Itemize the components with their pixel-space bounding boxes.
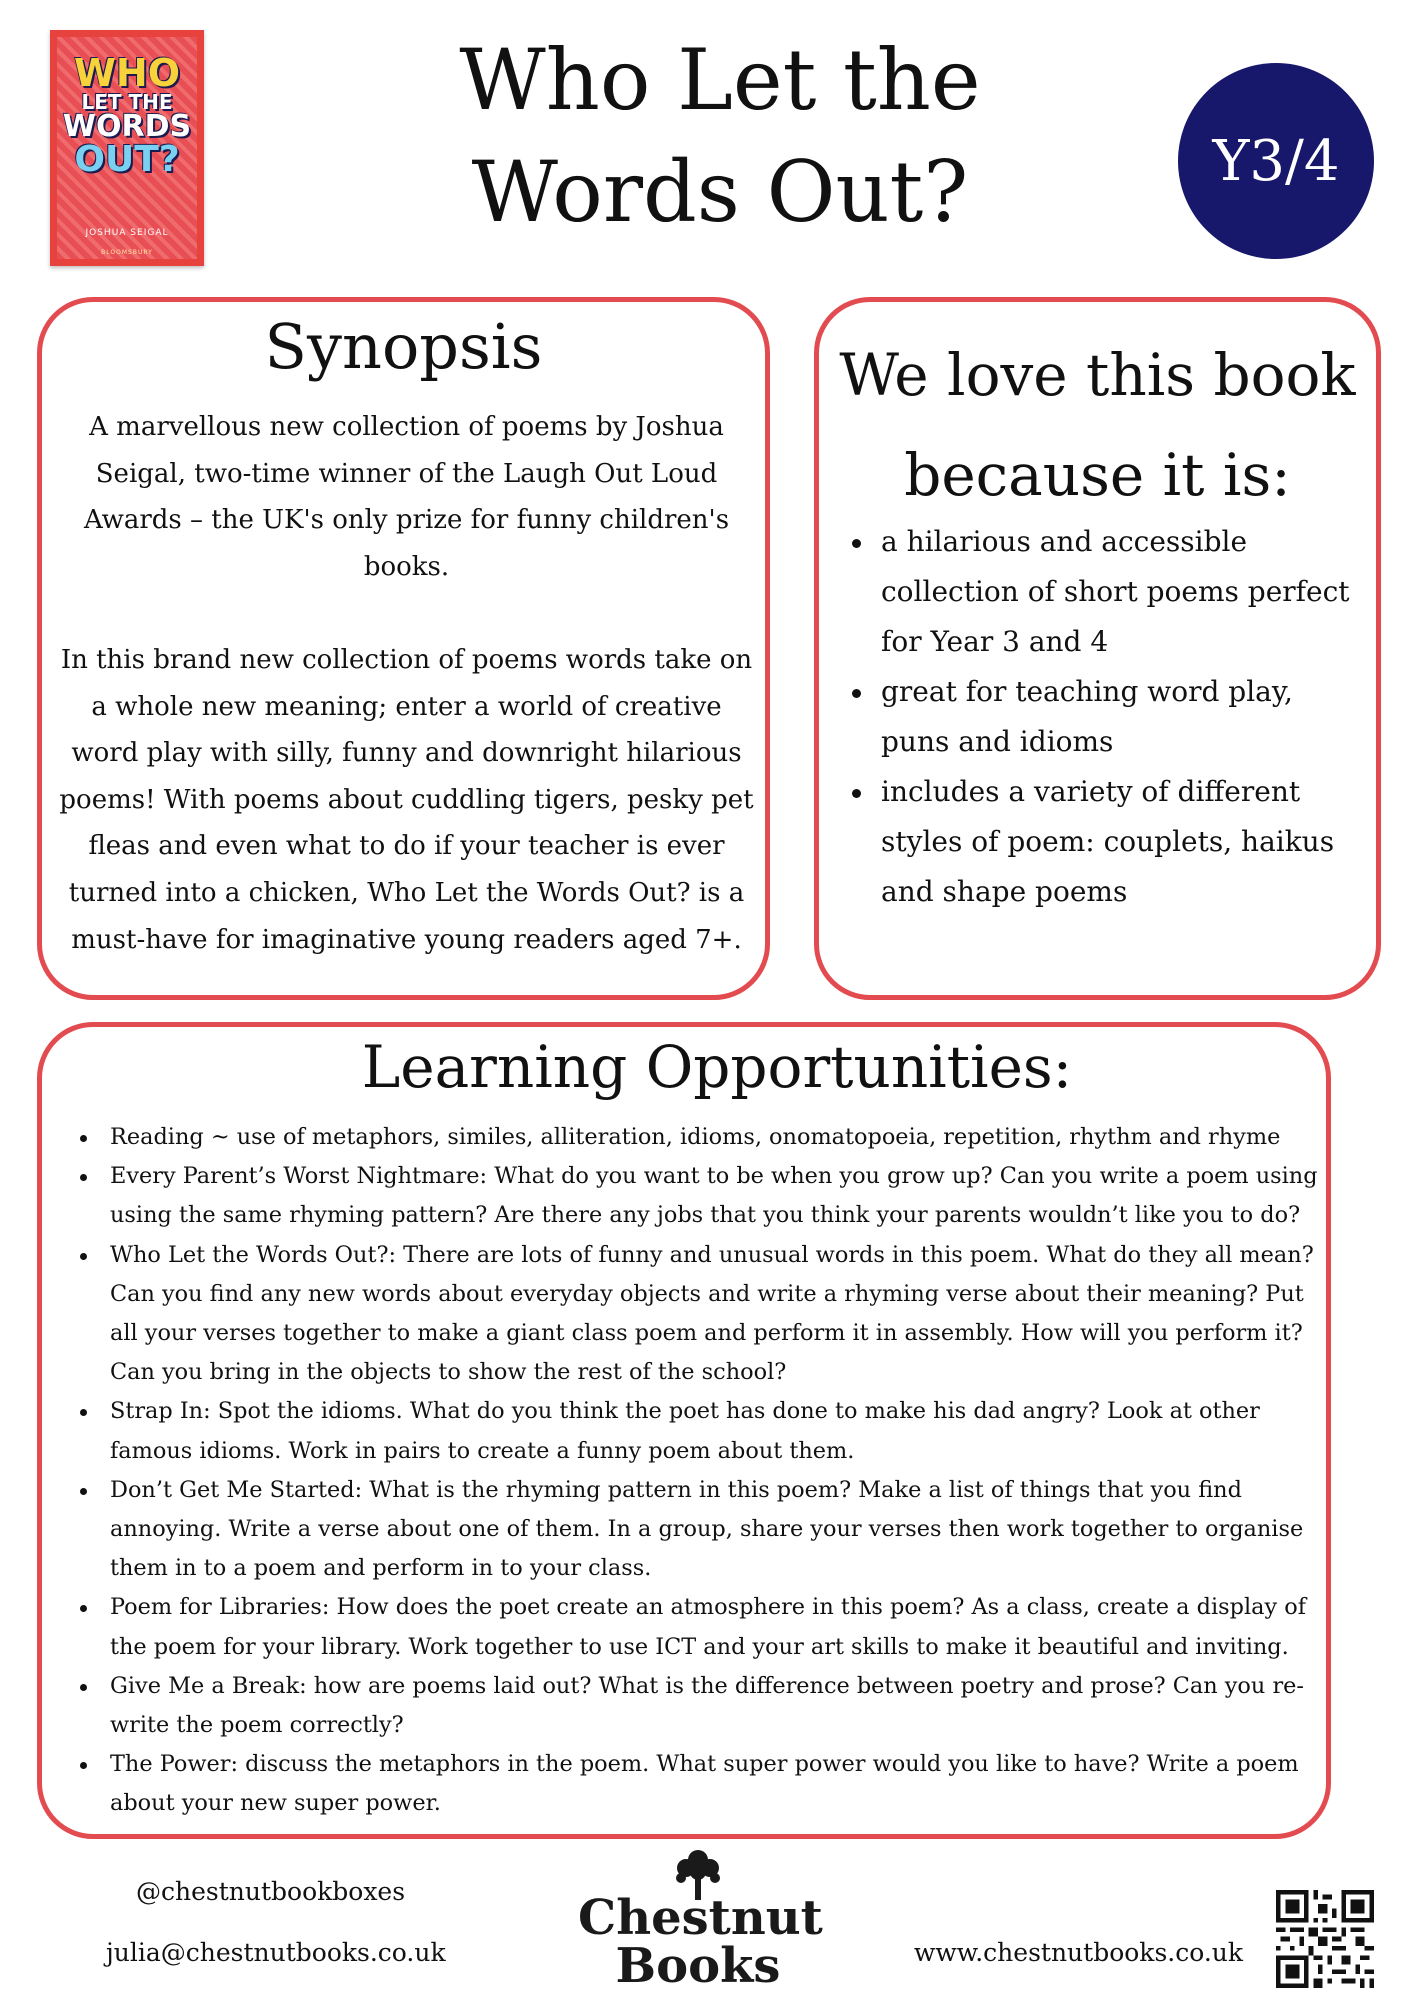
website-link[interactable]: www.chestnutbooks.co.uk <box>914 1938 1244 1967</box>
cover-title-line: OUT? <box>74 139 180 180</box>
learning-item: Who Let the Words Out?: There are lots of funny and unusual words in this poem. What do they all mean? Can you find any new words about everyday objects and write a rhyming verse about their meaning? Put all your verses together to make a giant class poem and perform it in assembly. How will you perform it? Can you bring in the objects to show the rest of the school? <box>80 1236 1320 1393</box>
cover-author: JOSHUA SEIGAL <box>85 228 169 238</box>
social-handle: @chestnutbookboxes <box>136 1877 406 1906</box>
learning-item: Give Me a Break: how are poems laid out? What is the difference between poetry and prose? Can you re-write the poem correctly? <box>80 1667 1320 1745</box>
learning-item: Every Parent’s Worst Nightmare: What do you want to be when you grow up? Can you write a poem using using the same rhyming pattern? Are there any jobs that you think your parents wouldn’t like you to do? <box>80 1157 1320 1235</box>
contact-email[interactable]: julia@chestnutbooks.co.uk <box>106 1938 446 1967</box>
learning-item: The Power: discuss the metaphors in the poem. What super power would you like to have? Write a poem about your new super power. <box>80 1745 1320 1823</box>
book-cover <box>50 30 204 266</box>
reasons-heading-line: We love this book <box>839 341 1356 409</box>
synopsis-paragraph: In this brand new collection of poems words take on a whole new meaning; enter a world of creative word play with silly, funny and downright hilarious poems! With poems about cuddling tigers, pesky pet fleas and even what to do if your teacher is ever turned into a chicken, Who Let the Words Out? is a must-have for imaginative young readers aged 7+. <box>59 644 754 955</box>
reasons-heading <box>814 325 1381 525</box>
synopsis-heading: Synopsis <box>264 310 543 383</box>
cover-publisher: BLOOMSBURY <box>101 249 153 256</box>
reasons-heading-line: because it is: <box>904 441 1291 509</box>
reason-item: great for teaching word play, puns and idioms <box>848 667 1358 767</box>
chestnut-books-logo <box>578 1846 823 1996</box>
year-badge-label: Y3/4 <box>1212 128 1340 194</box>
reason-item: a hilarious and accessible collection of short poems perfect for Year 3 and 4 <box>848 517 1358 667</box>
learning-item: Strap In: Spot the idioms. What do you think the poet has done to make his dad angry? Look at other famous idioms. Work in pairs to create a funny poem about them. <box>80 1392 1320 1470</box>
page-title-line: Who Let the <box>459 31 981 129</box>
qr-code-icon[interactable] <box>1276 1890 1374 1988</box>
logo-text <box>578 1890 823 1994</box>
logo-line: Chestnut <box>578 1890 823 1946</box>
page-title-line: Words Out? <box>471 143 969 241</box>
cover-title <box>60 51 194 180</box>
cover-title-line: WHO <box>73 51 181 95</box>
cover-title-line: WORDS <box>62 109 192 144</box>
synopsis-paragraph: A marvellous new collection of poems by Joshua Seigal, two-time winner of the Laugh Out Loud Awards – the UK's only prize for funny children's books. <box>83 412 730 582</box>
synopsis-text <box>55 404 758 963</box>
reason-item: includes a variety of different styles of poem: couplets, haikus and shape poems <box>848 767 1358 917</box>
logo-line: Books <box>615 1938 781 1994</box>
cover-title-line: LET THE <box>81 90 173 114</box>
learning-heading: Learning Opportunities: <box>361 1033 1073 1101</box>
learning-list <box>80 1118 1320 1824</box>
year-badge <box>1178 63 1374 259</box>
reasons-list <box>848 517 1358 917</box>
learning-item: Poem for Libraries: How does the poet create an atmosphere in this poem? As a class, create a display of the poem for your library. Work together to use ICT and your art skills to make it beautiful and inviting. <box>80 1588 1320 1666</box>
learning-item: Reading ~ use of metaphors, similes, alliteration, idioms, onomatopoeia, repetition, rhythm and rhyme <box>80 1118 1320 1157</box>
page-title <box>360 24 1080 248</box>
learning-item: Don’t Get Me Started: What is the rhyming pattern in this poem? Make a list of things that you find annoying. Write a verse about one of them. In a group, share your verses then work together to organise them in to a poem and perform in to your class. <box>80 1471 1320 1589</box>
